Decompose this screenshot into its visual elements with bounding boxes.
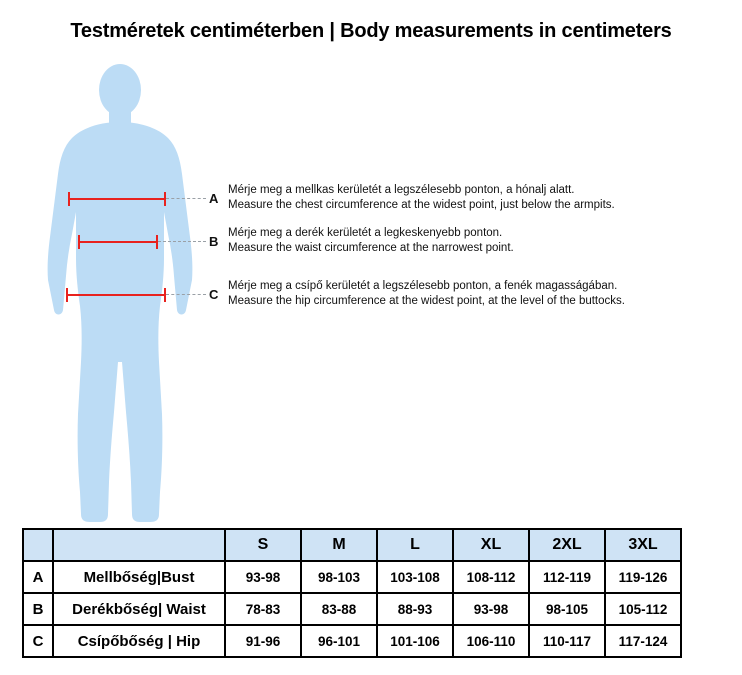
instruction-a-en: Measure the chest circumference at the widest point, just below the armpits.	[228, 199, 615, 211]
row-a-3xl: 119-126	[605, 561, 681, 593]
row-c-xl: 106-110	[453, 625, 529, 657]
row-a-m: 98-103	[301, 561, 377, 593]
instruction-b-hu: Mérje meg a derék kerületét a legkeskenyebb ponton.	[228, 227, 503, 239]
row-a-label: Mellbőség|Bust	[53, 561, 225, 593]
lead-c	[166, 294, 206, 295]
cap-c-left	[66, 288, 68, 302]
row-a-s: 93-98	[225, 561, 301, 593]
body-silhouette	[20, 62, 220, 532]
lead-b	[158, 241, 206, 242]
row-b-label: Derékbőség| Waist	[53, 593, 225, 625]
table-row	[23, 561, 681, 593]
row-a-l: 103-108	[377, 561, 453, 593]
head-shape	[99, 64, 141, 116]
row-a-2xl: 112-119	[529, 561, 605, 593]
bar-c	[66, 294, 166, 296]
row-b-s: 78-83	[225, 593, 301, 625]
bar-b	[78, 241, 158, 243]
label-b: B	[209, 234, 219, 249]
instruction-c-hu: Mérje meg a csípő kerületét a legszélesebb ponton, a fenék magasságában.	[228, 280, 618, 292]
instruction-a	[228, 183, 615, 213]
row-b-m: 83-88	[301, 593, 377, 625]
instruction-b-en: Measure the waist circumference at the narrowest point.	[228, 242, 514, 254]
row-b-3xl: 105-112	[605, 593, 681, 625]
size-table	[22, 528, 682, 658]
table-row	[23, 625, 681, 657]
header-size-2xl: 2XL	[529, 529, 605, 561]
lead-a	[166, 198, 206, 199]
row-c-m: 96-101	[301, 625, 377, 657]
row-c-l: 101-106	[377, 625, 453, 657]
row-c-s: 91-96	[225, 625, 301, 657]
row-c-3xl: 117-124	[605, 625, 681, 657]
instruction-b	[228, 226, 514, 256]
body-shape	[48, 122, 193, 522]
instruction-a-hu: Mérje meg a mellkas kerületét a legszélesebb ponton, a hónalj alatt.	[228, 184, 575, 196]
cap-b-right	[156, 235, 158, 249]
header-size-l: L	[377, 529, 453, 561]
header-size-3xl: 3XL	[605, 529, 681, 561]
label-a: A	[209, 191, 219, 206]
header-size-m: M	[301, 529, 377, 561]
header-size-s: S	[225, 529, 301, 561]
row-a-xl: 108-112	[453, 561, 529, 593]
row-b-xl: 93-98	[453, 593, 529, 625]
bar-a	[68, 198, 166, 200]
table-header-row	[23, 529, 681, 561]
page-title: Testméretek centiméterben | Body measurements in centimeters	[70, 20, 672, 42]
instruction-c-en: Measure the hip circumference at the widest point, at the level of the buttocks.	[228, 295, 625, 307]
row-c-label: Csípőbőség | Hip	[53, 625, 225, 657]
label-c: C	[209, 287, 219, 302]
header-spacer-letter	[23, 529, 53, 561]
cap-c-right	[164, 288, 166, 302]
row-b-letter: B	[23, 593, 53, 625]
header-size-xl: XL	[453, 529, 529, 561]
row-b-2xl: 98-105	[529, 593, 605, 625]
row-a-letter: A	[23, 561, 53, 593]
row-c-letter: C	[23, 625, 53, 657]
row-b-l: 88-93	[377, 593, 453, 625]
cap-a-right	[164, 192, 166, 206]
row-c-2xl: 110-117	[529, 625, 605, 657]
instruction-c	[228, 279, 625, 309]
cap-a-left	[68, 192, 70, 206]
header-spacer-label	[53, 529, 225, 561]
cap-b-left	[78, 235, 80, 249]
table-row	[23, 593, 681, 625]
